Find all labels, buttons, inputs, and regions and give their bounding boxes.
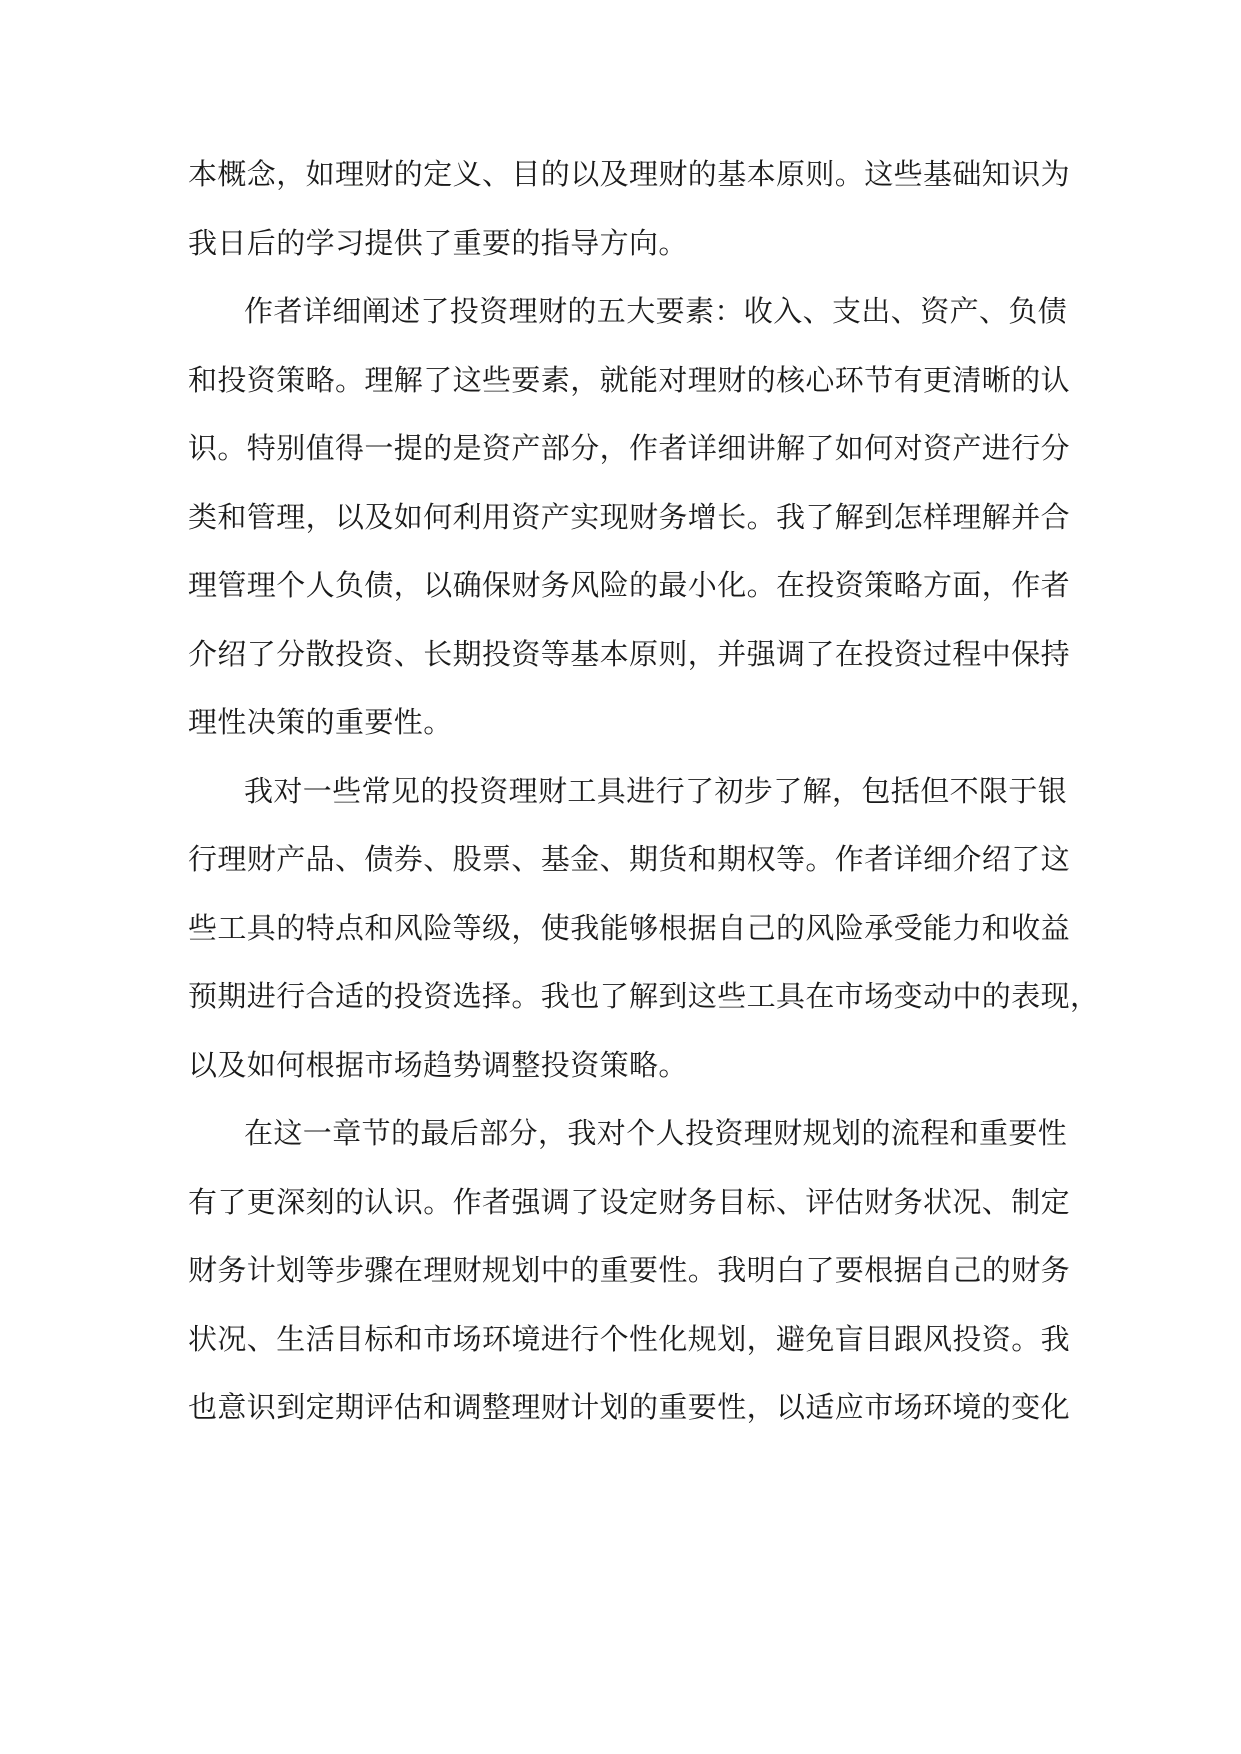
text-line: 财务计划等步骤在理财规划中的重要性。我明白了要根据自己的财务 (188, 1253, 1071, 1287)
text-line: 类和管理，以及如何利用资产实现财务增长。我了解到怎样理解并合 (188, 499, 1071, 534)
text-line: 我日后的学习提供了重要的指导方向。 (188, 225, 688, 260)
text-line: 识。特别值得一提的是资产部分，作者详细讲解了如何对资产进行分 (188, 431, 1071, 465)
text-line: 作者详细阐述了投资理财的五大要素：收入、支出、资产、负债 (244, 294, 1068, 328)
paragraph-1 (188, 140, 1071, 277)
text-line: 和投资策略。理解了这些要素，就能对理财的核心环节有更清晰的认 (188, 362, 1071, 397)
paragraph-2 (188, 277, 1071, 757)
text-line: 以及如何根据市场趋势调整投资策略。 (188, 1047, 688, 1082)
text-line: 预期进行合适的投资选择。我也了解到这些工具在市场变动中的表现， (188, 979, 1100, 1013)
text-line: 有了更深刻的认识。作者强调了设定财务目标、评估财务状况、制定 (188, 1184, 1071, 1219)
text-line: 介绍了分散投资、长期投资等基本原则，并强调了在投资过程中保持 (188, 636, 1071, 671)
text-line: 状况、生活目标和市场环境进行个性化规划，避免盲目跟风投资。我 (188, 1321, 1071, 1356)
text-line: 我对一些常见的投资理财工具进行了初步了解，包括但不限于银 (244, 773, 1068, 808)
text-line: 理性决策的重要性。 (188, 705, 453, 739)
text-line: 也意识到定期评估和调整理财计划的重要性，以适应市场环境的变化 (188, 1390, 1071, 1424)
text-line: 在这一章节的最后部分，我对个人投资理财规划的流程和重要性 (244, 1116, 1068, 1150)
text-line: 本概念，如理财的定义、目的以及理财的基本原则。这些基础知识为 (188, 157, 1071, 191)
text-line: 行理财产品、债券、股票、基金、期货和期权等。作者详细介绍了这 (188, 842, 1071, 876)
text-line: 些工具的特点和风险等级，使我能够根据自己的风险承受能力和收益 (188, 910, 1071, 945)
paragraph-3 (188, 757, 1100, 1100)
body-text (188, 140, 1100, 1442)
paragraph-4 (188, 1099, 1071, 1442)
text-line: 理管理个人负债，以确保财务风险的最小化。在投资策略方面，作者 (188, 568, 1071, 602)
